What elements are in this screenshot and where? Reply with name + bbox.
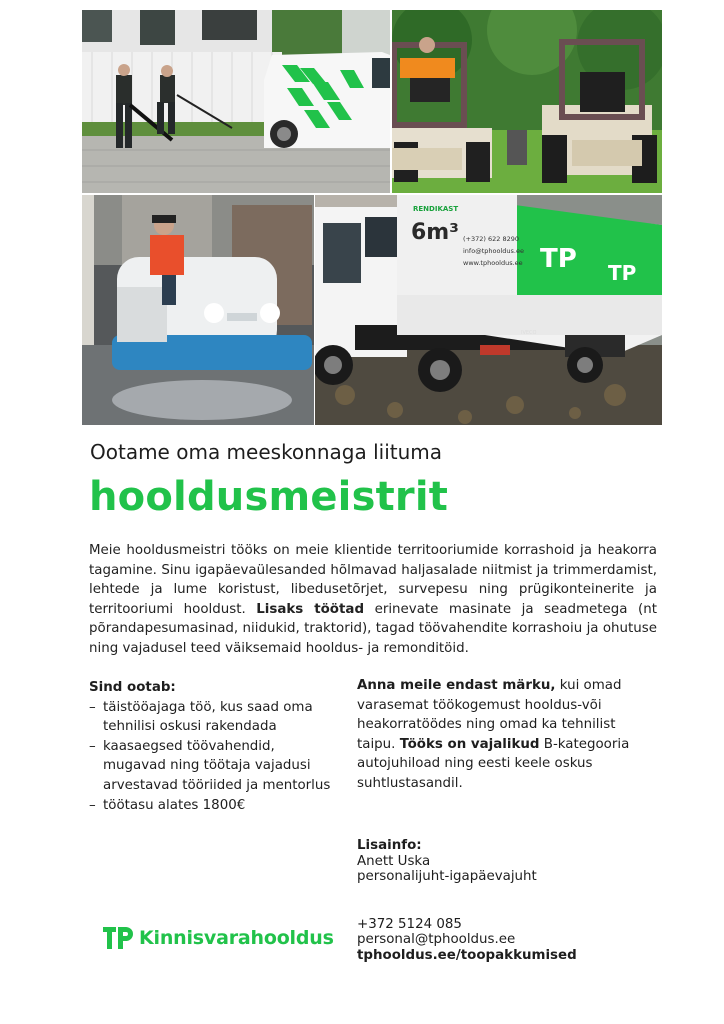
contact-heading: Lisainfo: bbox=[357, 838, 422, 853]
photo-workers-van bbox=[82, 10, 390, 193]
contact-section bbox=[357, 838, 657, 963]
apply-text-2: B-kategooria autojuhiload ning eesti keele oskus suhtlustasandil. bbox=[357, 736, 630, 791]
truck-door-phone: (+372) 622 8290 bbox=[463, 235, 520, 243]
tp-logo-icon bbox=[103, 927, 133, 949]
apply-bold-1: Anna meile endast märku, bbox=[357, 678, 556, 693]
container-volume: 6m³ bbox=[411, 220, 459, 245]
offer-item: – kaasaegsed töövahendid, mugavad ning töötaja vajadusi arvestavad tööriided ja mentorlus bbox=[89, 737, 339, 796]
contact-phone[interactable]: +372 5124 085 bbox=[357, 916, 462, 932]
intro-part1: Meie hooldusmeistri tööks on meie klientide territooriumide korrashoid ja heakorra tagamine. Sinu igapäevaülesanded hõlmavad haljasalade niitmist ja trimmerdamist, lehtede ja lume koristust, libedusetõrjet, survepesu ning prügikonteinerite ja territooriumi hooldust. bbox=[89, 543, 657, 617]
photo-floor-scrubber bbox=[82, 195, 314, 425]
offer-section bbox=[89, 678, 339, 815]
logo-text: Kinnisvarahooldus bbox=[139, 927, 334, 949]
contact-url[interactable]: tphooldus.ee/toopakkumised bbox=[357, 947, 577, 963]
contact-role: personalijuht-igapäevajuht bbox=[357, 869, 537, 884]
container-brand-mark-2: TP bbox=[608, 261, 637, 285]
container-brand-mark-1: TP bbox=[540, 244, 577, 274]
apply-section bbox=[357, 676, 647, 794]
truck-brand: IVECO bbox=[521, 330, 537, 336]
apply-bold-2: Tööks on vajalikud bbox=[399, 736, 540, 752]
intro-part2: erinevate masinate ja seadmetega (nt põrandapesumasinad, niidukid, traktorid), tagad töövahendite korrashoiu ja ohutuse ning vajadusel teed väiksemaid hooldus- ja remonditöid. bbox=[89, 601, 657, 656]
intro-bold: Lisaks töötad bbox=[256, 601, 365, 617]
truck-door-email: info@tphooldus.ee bbox=[463, 247, 524, 255]
contact-email[interactable]: personal@tphooldus.ee bbox=[357, 932, 516, 947]
offer-list bbox=[89, 698, 339, 816]
offer-item: – töötasu alates 1800€ bbox=[89, 796, 339, 816]
photo-mowers bbox=[392, 10, 662, 193]
apply-text-1: kui omad varasemat töökogemust hooldus-või heakorratöödes ning omad ka tehnilist taipu. bbox=[357, 678, 622, 752]
company-logo bbox=[103, 927, 334, 949]
contact-name: Anett Uska bbox=[357, 853, 431, 869]
intro-paragraph bbox=[89, 541, 657, 659]
photo-container-truck bbox=[315, 195, 662, 425]
offer-item: – täistööajaga töö, kus saad oma tehnilisi oskusi rakendada bbox=[89, 698, 339, 737]
headline: hooldusmeistrit bbox=[89, 474, 449, 520]
container-label: RENDIKAST bbox=[413, 205, 459, 213]
contact-spacer bbox=[357, 885, 657, 917]
truck-door-web: www.tphooldus.ee bbox=[463, 259, 523, 267]
offer-heading: Sind ootab: bbox=[89, 680, 176, 695]
photo-collage bbox=[82, 10, 662, 425]
subtitle: Ootame oma meeskonnaga liituma bbox=[90, 440, 443, 464]
